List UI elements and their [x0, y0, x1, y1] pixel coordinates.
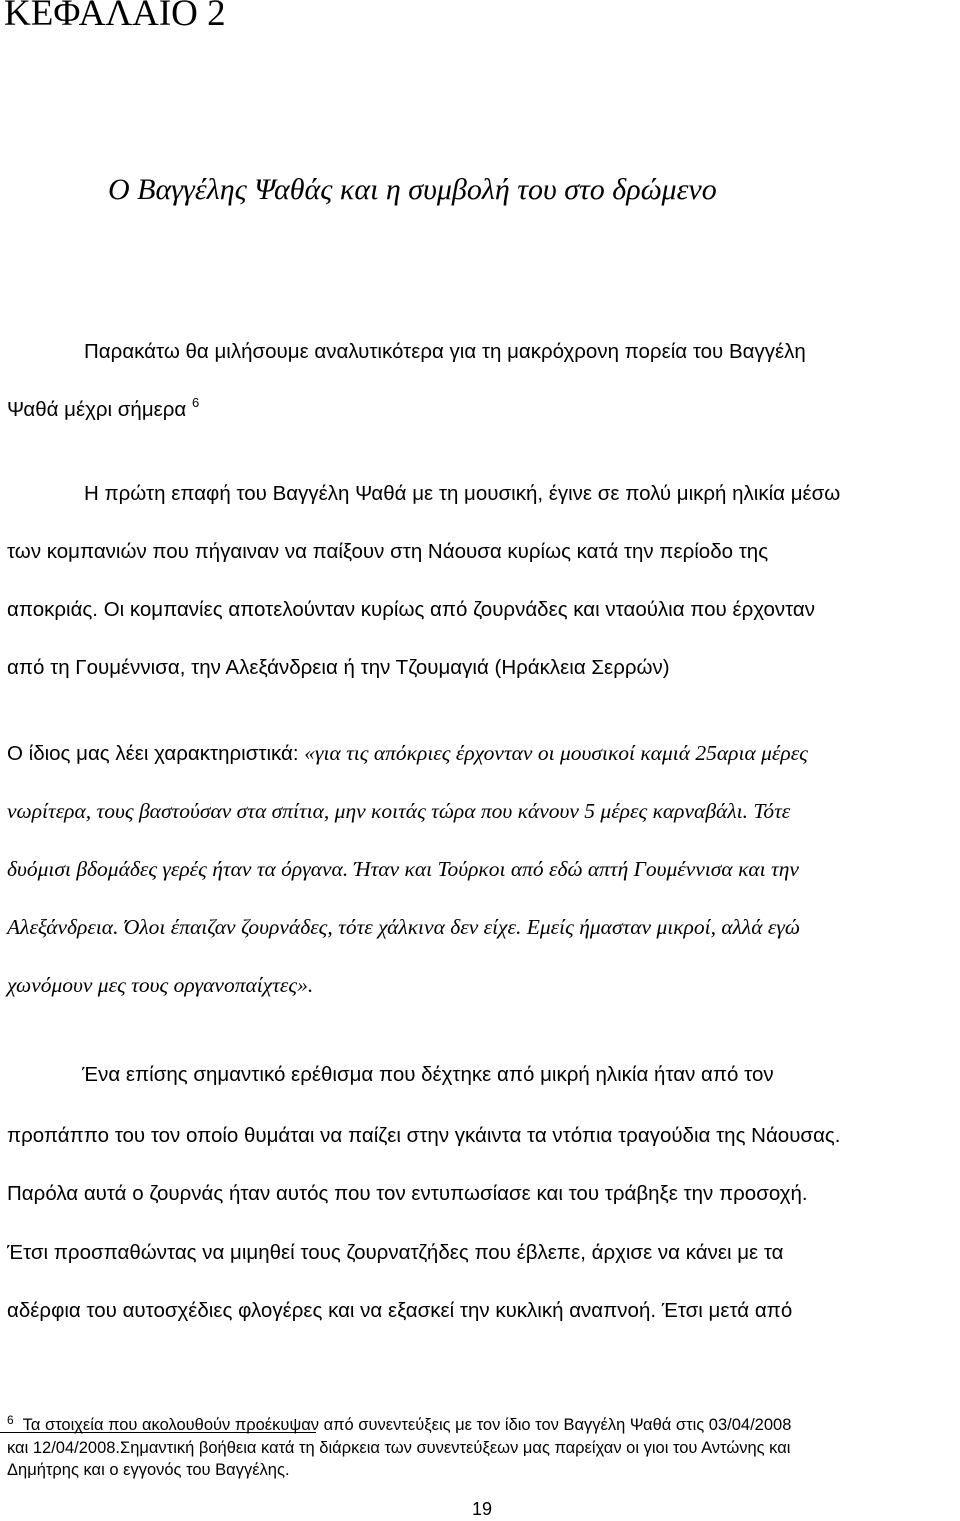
paragraph-2-line-1: Η πρώτη επαφή του Βαγγέλη Ψαθά με τη μουσική, έγινε σε πολύ μικρή ηλικία μέσω [84, 482, 841, 505]
quote-intro: Ο ίδιος μας λέει χαρακτηριστικά: [7, 742, 305, 765]
quote-text-start: «για τις απόκριες έρχονταν οι μουσικοί καμιά 25αρια μέρες [304, 741, 808, 765]
chapter-heading: ΚΕΦΑΛΑΙΟ 2 [4, 0, 226, 34]
footnote-marker: 6 [7, 1413, 14, 1427]
paragraph-3-line-4: Έτσι προσπαθώντας να μιμηθεί τους ζουρνατζήδες που έβλεπε, άρχισε να κάνει με τα [7, 1241, 784, 1264]
quote-line-4: Αλεξάνδρεια. Όλοι έπαιζαν ζουρνάδες, τότε χάλκινα δεν είχε. Εμείς ήμασταν μικροί, αλλά εγώ [7, 915, 800, 939]
paragraph-2-line-4: από τη Γουμέννισα, την Αλεξάνδρεια ή την Τζουμαγιά (Ηράκλεια Σερρών) [7, 656, 670, 679]
paragraph-2-line-2: των κομπανιών που πήγαιναν να παίξουν στη Νάουσα κυρίως κατά την περίοδο της [7, 540, 769, 563]
footnote-text-1: Τα στοιχεία που ακολουθούν προέκυψαν από συνεντεύξεις με τον ίδιο τον Βαγγέλη Ψαθά στις 03/04/2008 [22, 1416, 792, 1434]
quote-line-1 [7, 739, 808, 768]
paragraph-3-line-3: Παρόλα αυτά ο ζουρνάς ήταν αυτός που τον εντυπωσίασε και του τράβηξε την προσοχή. [7, 1182, 808, 1205]
quote-line-2: νωρίτερα, τους βαστούσαν στα σπίτια, μην κοιτάς τώρα που κάνουν 5 μέρες καρναβάλι. Τότε [7, 799, 791, 823]
section-title: Ο Βαγγέλης Ψαθάς και η συμβολή του στο δρώμενο [108, 173, 717, 206]
paragraph-3-line-5: αδέρφια του αυτοσχέδιες φλογέρες και να εξασκεί την κυκλική αναπνοή. Έτσι μετά από [7, 1299, 793, 1322]
paragraph-1-line-2-text: Ψαθά μέχρι σήμερα [7, 398, 187, 421]
footnote-line-2: και 12/04/2008.Σημαντική βοήθεια κατά τη διάρκεια των συνεντεύξεων μας παρείχαν οι γιοι του Αντώνης και [7, 1439, 791, 1457]
paragraph-3-line-1: Ένα επίσης σημαντικό ερέθισμα που δέχτηκε από μικρή ηλικία ήταν από τον [82, 1063, 774, 1086]
paragraph-1-line-2 [7, 396, 199, 424]
page-number: 19 [472, 1499, 493, 1519]
paragraph-3-line-2: προπάππο του τον οποίο θυμάται να παίζει στην γκάιντα τα ντόπια τραγούδια της Νάουσας. [7, 1124, 841, 1147]
footnote-line-3: Δημήτρης και ο εγγονός του Βαγγέλης. [7, 1461, 290, 1479]
quote-line-5: χωνόμουν μες τους οργανοπαίχτες». [7, 973, 314, 997]
footnote-line-1 [7, 1414, 791, 1436]
quote-line-3: δυόμισι βδομάδες γερές ήταν τα όργανα. Ήταν και Τούρκοι από εδώ απτή Γουμέννισα και την [7, 857, 799, 881]
paragraph-1-line-1: Παρακάτω θα μιλήσουμε αναλυτικότερα για τη μακρόχρονη πορεία του Βαγγέλη [84, 340, 806, 363]
footnote-reference[interactable]: 6 [192, 395, 200, 410]
paragraph-2-line-3: αποκριάς. Οι κομπανίες αποτελούνταν κυρίως από ζουρνάδες και νταούλια που έρχονταν [7, 598, 816, 621]
